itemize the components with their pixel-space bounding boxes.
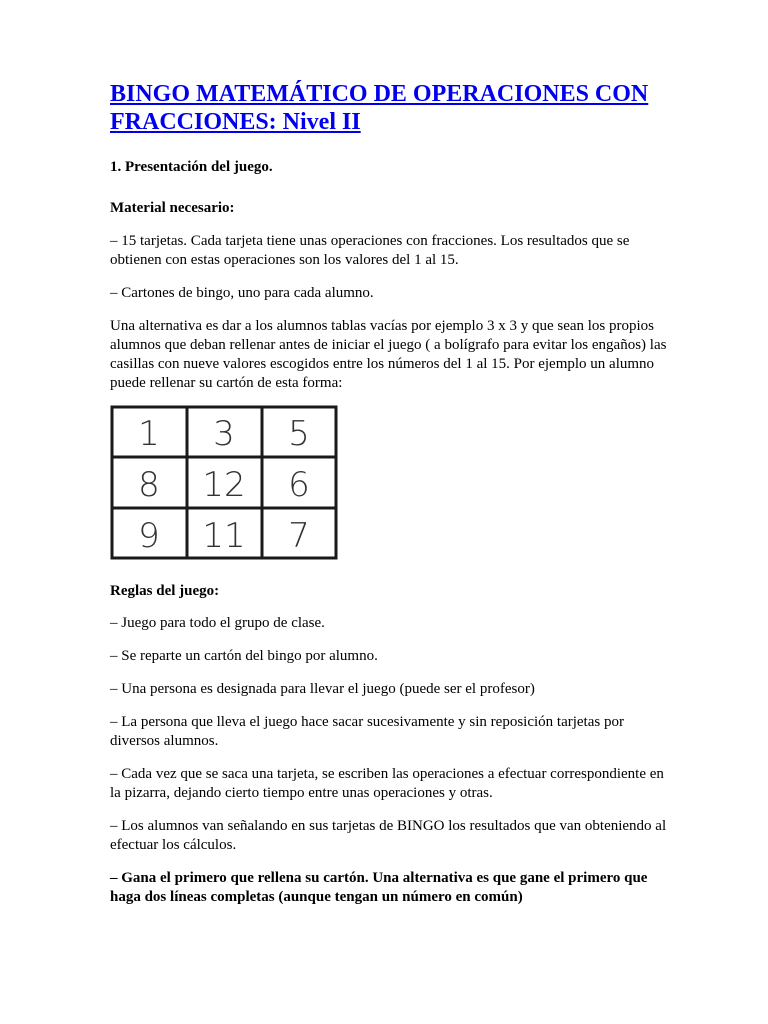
alternative-paragraph: Una alternativa es dar a los alumnos tablas vacías por ejemplo 3 x 3 y que sean los propios alumnos que deban rellenar antes de iniciar el juego ( a bolígrafo para evitar los engaños) las casillas con nueve valores escogidos entre los números del 1 al 15. Por ejemplo un alumno puede rellenar su cartón de esta forma: [110, 318, 667, 391]
bingo-cell: 7 [288, 516, 310, 556]
material-heading: Material necesario: [110, 200, 235, 216]
rule-item: – Los alumnos van señalando en sus tarjetas de BINGO los resultados que van obteniendo al efectuar los cálculos. [110, 818, 667, 853]
rule-item: – Cada vez que se saca una tarjeta, se escriben las operaciones a efectuar correspondiente en la pizarra, dejando cierto tiempo entre unas operaciones y otras. [110, 766, 664, 801]
bingo-cell: 1 [138, 414, 160, 454]
material-item: – 15 tarjetas. Cada tarjeta tiene unas operaciones con fracciones. Los resultados que se obtienen con estas operaciones son los valores del 1 al 15. [110, 233, 630, 268]
bingo-card-image [110, 405, 338, 560]
bingo-cell: 12 [202, 465, 246, 505]
bingo-card-grid [110, 405, 338, 560]
document-title-link[interactable]: BINGO MATEMÁTICO DE OPERACIONES CON FRACCIONES: Nivel II [110, 81, 649, 135]
bingo-cell: 6 [288, 465, 310, 505]
rule-item: – Una persona es designada para llevar el juego (puede ser el profesor) [110, 681, 535, 697]
section-heading: 1. Presentación del juego. [110, 159, 273, 175]
bingo-cell: 8 [138, 465, 160, 505]
final-rule: – Gana el primero que rellena su cartón. Una alternativa es que gane el primero que haga dos líneas completas (aunque tengan un número en común) [110, 870, 648, 905]
bingo-cell: 11 [202, 516, 246, 556]
rule-item: – Se reparte un cartón del bingo por alumno. [110, 648, 378, 664]
bingo-cell: 3 [213, 414, 235, 454]
rules-heading: Reglas del juego: [110, 583, 220, 599]
material-item: – Cartones de bingo, uno para cada alumno. [110, 285, 374, 301]
bingo-cell: 9 [138, 516, 160, 556]
rule-item: – Juego para todo el grupo de clase. [110, 615, 325, 631]
document-page [110, 80, 670, 907]
bingo-cell: 5 [288, 414, 310, 454]
rule-item: – La persona que lleva el juego hace sacar sucesivamente y sin reposición tarjetas por diversos alumnos. [110, 714, 624, 749]
